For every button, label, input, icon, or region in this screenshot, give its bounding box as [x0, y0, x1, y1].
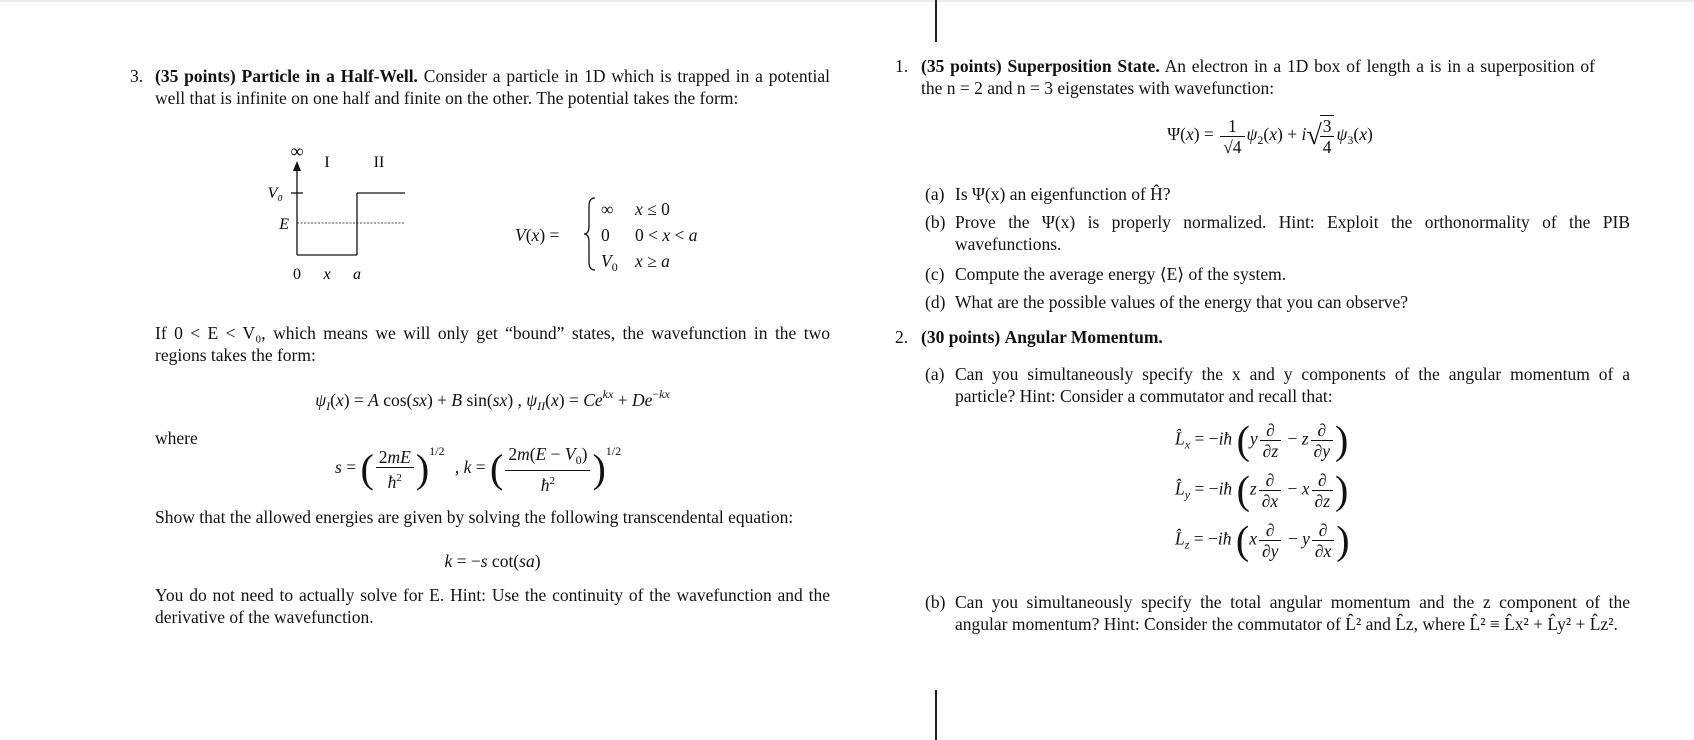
part-2a: (a) Can you simultaneously specify the x and y components of the angular momentum of a particle? Hint: Consider a commutator and recall that: — [925, 364, 1630, 406]
problem1-number: 1. — [895, 56, 909, 76]
transcendental-equation: k = −s cot(sa) — [444, 551, 541, 571]
problem3-title: Particle in a Half-Well. — [241, 66, 418, 86]
potential-well-diagram — [267, 141, 455, 295]
angular-momentum-operators — [1175, 417, 1475, 570]
problem3-header — [130, 65, 830, 109]
potential-case2-value: 0 — [601, 225, 610, 245]
problem2-points: (30 points) — [921, 327, 1001, 347]
Lz-operator: $L̂_z$ = −iħ (x $\frac{\partial}{\partial y}$ − y $\frac{\partial}{\partial x}$ ) — [1175, 517, 1350, 563]
page-divider-bottom — [935, 690, 937, 740]
problem3-intro: Consider a particle in 1D which is trapped in a potential well that is infinite on one half and finite on the other. The potential takes the form: — [155, 66, 830, 108]
problem1-parts: (a) Is Ψ(x) an eigenfunction of Ĥ? (b) Prove the Ψ(x) is properly normalized. Hint: Exploit the orthonormality of the PIB wavefunctions. (c) Compute the average energy ⟨E⟩ of the system. (d) What are the possible values of the energy that you can observe? — [925, 184, 1630, 312]
potential-case1-value: ∞ — [601, 199, 614, 219]
problem3-points: (35 points) — [155, 66, 236, 86]
problem3-number: 3. — [130, 66, 144, 86]
problem2-number: 2. — [895, 327, 909, 347]
potential-case3-value: $V_0$ — [601, 251, 618, 274]
region-2-label: II — [373, 154, 385, 171]
Lx-operator: $L̂_x$ = −iħ (y $\frac{\partial}{\partial z}$ − z $\frac{\partial}{\partial y}$ ) — [1175, 417, 1349, 463]
problem1-points: (35 points) — [921, 56, 1002, 76]
a-label: a — [353, 266, 361, 283]
Ly-operator: $L̂_y$ = −iħ (z $\frac{\partial}{\partial x}$ − x $\frac{\partial}{\partial z}$ ) — [1175, 467, 1349, 513]
problem1-title: Superposition State. — [1007, 56, 1160, 76]
potential-case1-condition: x ≤ 0 — [635, 199, 670, 219]
potential-lhs: V(x) = — [515, 225, 560, 245]
bound-state-text: If 0 < E < V₀, which means we will only get “bound” states, the wavefunction in the two regions takes the form: — [155, 323, 830, 365]
s-k-definitions: s = ( $\frac{2mE}{ħ^2}$ )$^{1/2}$ , k = ( $\frac{2m(E - V_0)}{ħ^2}$ )$^{1/2}$ — [335, 443, 622, 495]
part-2b: (b) Can you simultaneously specify the total angular momentum and the z component of the angular momentum? Hint: Consider the commutator of L̂² and L̂z, where L̂² ≡ L̂x² + L̂y² + L̂z². — [925, 592, 1630, 634]
potential-case3-condition: x ≥ a — [635, 251, 670, 271]
where-label: where — [155, 428, 198, 448]
diagram-infinity-label: ∞ — [290, 141, 304, 161]
page-divider-top — [935, 0, 937, 42]
show-text: Show that the allowed energies are given by solving the following transcendental equation: — [155, 507, 794, 527]
problem2-header — [895, 326, 1595, 348]
problem1-header — [895, 55, 1595, 99]
origin-label: 0 — [293, 266, 301, 283]
v0-label: V₀ — [267, 185, 283, 202]
energy-label: E — [279, 216, 289, 233]
x-label: x — [323, 266, 331, 283]
wavefunction-equation: $\psi_I(x) = A$ cos(sx) + B sin(sx) , $\psi_{II}(x) = Ce^{kx} + De^{-kx}$ — [315, 387, 670, 413]
superposition-wavefunction: Ψ(x) = $\frac{1}{√4}$ $\psi_2(x) + i√$ $\frac{3}{4}$ $\psi_3(x)$ — [1167, 115, 1373, 157]
potential-case2-condition: 0 < x < a — [635, 225, 698, 245]
hint-text: You do not need to actually solve for E. Hint: Use the continuity of the wavefunction and the derivative of the wavefunction. — [155, 585, 830, 627]
left-brace-icon — [583, 196, 597, 272]
problem1-intro: An electron in a 1D box of length a is in a superposition of the n = 2 and n = 3 eigenstates with wavefunction: — [921, 56, 1596, 98]
top-border — [0, 0, 1694, 2]
piecewise-potential — [515, 196, 745, 276]
problem2-title: Angular Momentum. — [1004, 327, 1163, 347]
region-1-label: I — [324, 154, 330, 171]
